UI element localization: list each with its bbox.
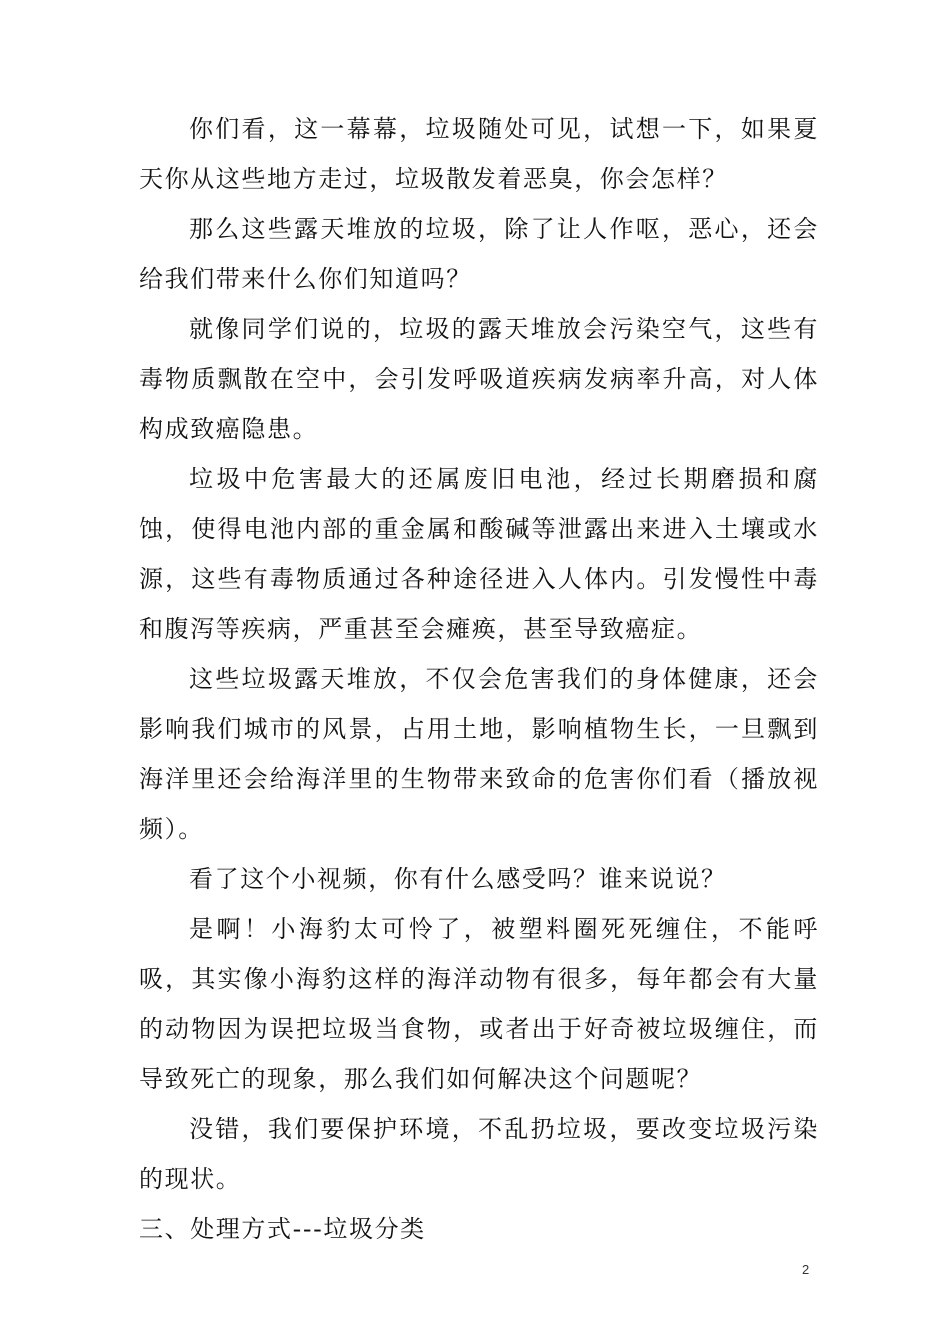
paragraph: 是啊！小海豹太可怜了，被塑料圈死死缠住，不能呼吸，其实像小海豹这样的海洋动物有很多，每年都会有大量的动物因为误把垃圾当食物，或者出于好奇被垃圾缠住，而导致死亡的现象，那么我们如何解决这个问题呢？	[139, 915, 819, 1093]
paragraph: 就像同学们说的，垃圾的露天堆放会污染空气，这些有毒物质飘散在空中，会引发呼吸道疾病发病率升高，对人体构成致癌隐患。	[139, 315, 819, 443]
paragraph: 那么这些露天堆放的垃圾，除了让人作呕，恶心，还会给我们带来什么你们知道吗？	[139, 215, 819, 293]
paragraph: 没错，我们要保护环境，不乱扔垃圾，要改变垃圾污染的现状。	[139, 1115, 819, 1193]
page-number: 2	[802, 1262, 810, 1277]
paragraph: 垃圾中危害最大的还属废旧电池，经过长期磨损和腐蚀，使得电池内部的重金属和酸碱等泄露出来进入土壤或水源，这些有毒物质通过各种途径进入人体内。引发慢性中毒和腹泻等疾病，严重甚至会瘫痪，甚至导致癌症。	[139, 465, 819, 643]
paragraph: 看了这个小视频，你有什么感受吗？谁来说说？	[189, 865, 727, 893]
paragraph: 你们看，这一幕幕，垃圾随处可见，试想一下，如果夏天你从这些地方走过，垃圾散发着恶臭，你会怎样？	[139, 115, 819, 193]
document-body	[139, 104, 819, 1254]
paragraph: 这些垃圾露天堆放，不仅会危害我们的身体健康，还会影响我们城市的风景，占用土地，影响植物生长，一旦飘到海洋里还会给海洋里的生物带来致命的危害你们看（播放视频）。	[139, 665, 819, 843]
section-heading: 三、处理方式---垃圾分类	[139, 1215, 426, 1243]
